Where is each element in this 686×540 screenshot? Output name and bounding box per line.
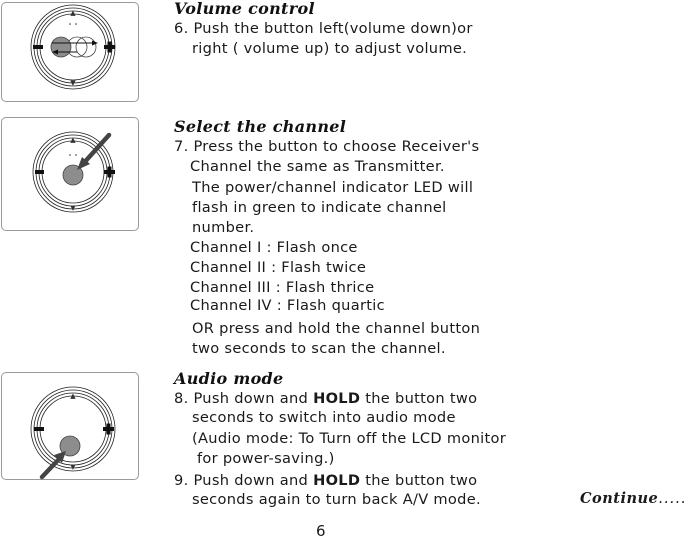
channel-scan-line-2: two seconds to scan the channel. [192, 340, 446, 357]
select-channel-heading: Select the channel [174, 117, 347, 136]
volume-step-6-line-1: 6. Push the button left(volume down)or [174, 20, 473, 37]
minus-icon [35, 170, 44, 174]
channel-illustration-frame [1, 117, 139, 231]
volume-step-6-line-2: right ( volume up) to adjust volume. [192, 40, 468, 57]
audio-step-9-hold: HOLD [313, 472, 361, 489]
audio-step-9-line-1 [174, 472, 477, 489]
channel-step-7-line-1: 7. Press the button to choose Receiver's [174, 138, 480, 155]
audio-mode-heading: Audio mode [174, 369, 284, 388]
up-arrow-icon: ▲ [70, 136, 76, 144]
audio-step-8-post: the button two [360, 390, 478, 407]
channel-step-7-line-2: Channel the same as Transmitter. [190, 158, 445, 175]
continue-text: Continue [580, 490, 659, 507]
audio-step-8-line-2: seconds to switch into audio mode [192, 409, 456, 426]
audio-step-8-line-3: (Audio mode: To Turn off the LCD monitor [192, 430, 507, 447]
audio-step-9-line-2: seconds again to turn back A/V mode. [192, 491, 481, 508]
audio-pad-illustration [2, 373, 138, 479]
continue-dots: ..... [658, 491, 686, 507]
joystick-knob [51, 37, 71, 57]
channel-pad-illustration [2, 118, 138, 230]
plus-icon-v [107, 424, 111, 435]
volume-illustration-frame [1, 2, 139, 102]
down-arrow-icon: ▼ [70, 204, 76, 212]
channel-step-7-line-4: flash in green to indicate channel [192, 199, 447, 216]
audio-step-8-hold: HOLD [313, 390, 361, 407]
channel-4-flash-line: Channel IV : Flash quartic [190, 297, 385, 314]
minus-icon [33, 45, 43, 49]
channel-step-7-line-3: The power/channel indicator LED will [192, 179, 474, 196]
channel-step-7-line-5: number. [192, 219, 255, 236]
channel-1-flash-line: Channel I : Flash once [190, 239, 358, 256]
audio-step-8-line-1 [174, 390, 477, 407]
audio-step-9-post: the button two [360, 472, 478, 489]
plus-icon-v [108, 42, 112, 53]
down-arrow-icon: ▼ [70, 79, 76, 87]
volume-pad-illustration [2, 3, 138, 101]
continue-label [580, 490, 686, 507]
channel-3-flash-line: Channel III : Flash thrice [190, 279, 375, 296]
up-arrow-icon: ▲ [70, 392, 76, 400]
up-arrow-icon: ▲ [70, 9, 76, 17]
channel-2-flash-line: Channel II : Flash twice [190, 259, 367, 276]
volume-control-heading: Volume control [174, 0, 315, 18]
audio-step-8-line-4: for power-saving.) [192, 450, 335, 467]
audio-step-9-pre: 9. Push down and [174, 472, 314, 489]
minus-icon [34, 427, 44, 431]
audio-illustration-frame [1, 372, 139, 480]
channel-scan-line-1: OR press and hold the channel button [192, 320, 481, 337]
down-arrow-icon: ▼ [70, 463, 76, 471]
plus-icon-v [108, 167, 112, 178]
audio-step-8-pre: 8. Push down and [174, 390, 314, 407]
page-number: 6 [316, 522, 326, 540]
